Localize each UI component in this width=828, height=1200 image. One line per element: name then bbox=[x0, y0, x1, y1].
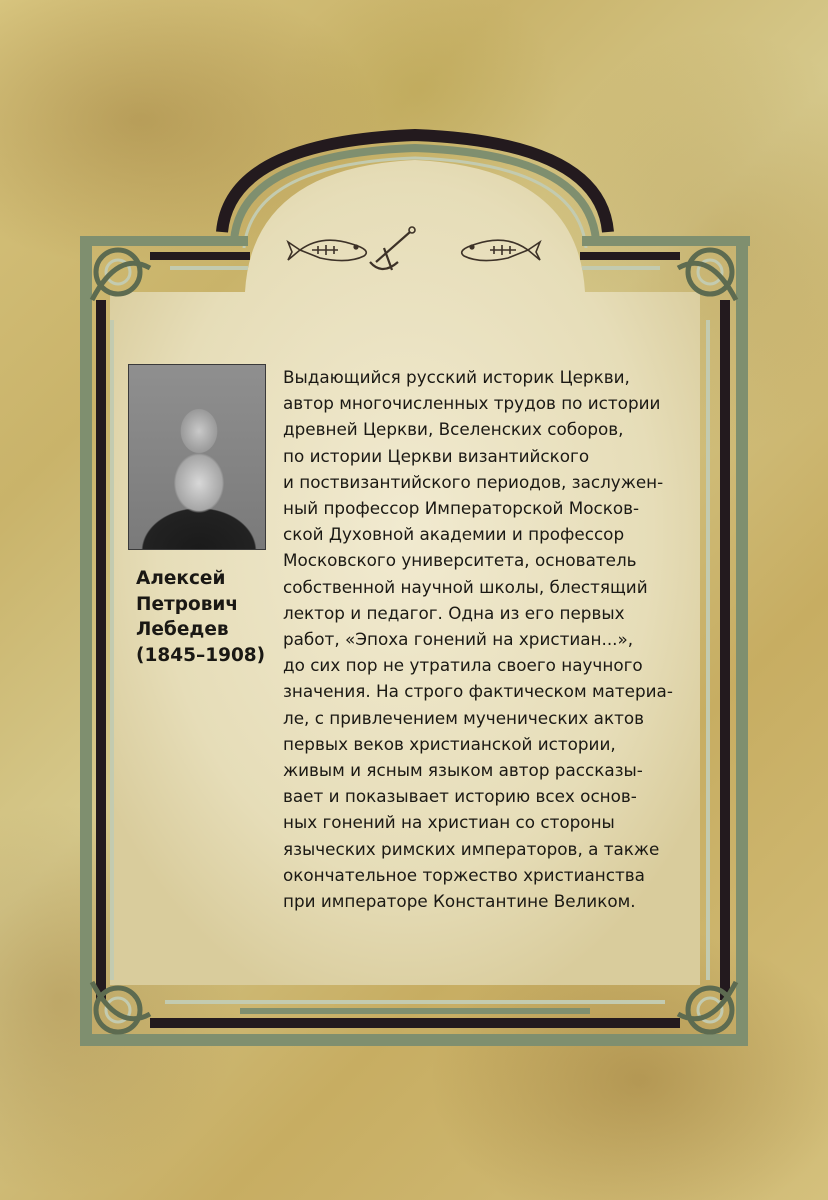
description-line: и поствизантийского периодов, заслужен- bbox=[283, 471, 664, 492]
description-line: автор многочисленных трудов по истории bbox=[283, 393, 661, 414]
description-line: первых веков христианской истории, bbox=[283, 733, 616, 754]
description-line: до сих пор не утратила своего научного bbox=[283, 655, 643, 676]
description-line: древней Церкви, Вселенских соборов, bbox=[283, 419, 624, 440]
author-surname: Лебедев bbox=[136, 619, 229, 640]
description-line: языческих римских императоров, а также bbox=[283, 838, 660, 859]
description-line: Московского университета, основатель bbox=[283, 550, 637, 571]
description-line: ных гонений на христиан со стороны bbox=[283, 812, 615, 833]
author-first-name: Алексей bbox=[136, 568, 226, 589]
description-line: окончательное торжество христианства bbox=[283, 864, 645, 885]
description-line: лектор и педагог. Одна из его первых bbox=[283, 602, 625, 623]
author-name-block bbox=[136, 566, 276, 668]
description-line: ле, с привлечением мученических актов bbox=[283, 707, 645, 728]
description-line: живым и ясным языком автор рассказы- bbox=[283, 760, 643, 781]
author-patronymic: Петрович bbox=[136, 593, 239, 615]
author-years: (1845–1908) bbox=[136, 644, 266, 666]
author-portrait bbox=[128, 364, 266, 550]
description-line: Выдающийся русский историк Церкви, bbox=[283, 367, 630, 387]
description-line: ный профессор Императорской Москов- bbox=[283, 498, 640, 519]
description-line: вает и показывает историю всех основ- bbox=[283, 786, 637, 807]
description-line: по истории Церкви византийского bbox=[283, 445, 590, 466]
description-line: при императоре Константине Великом. bbox=[283, 891, 636, 912]
description-line: значения. На строго фактическом материа- bbox=[283, 681, 673, 702]
book-description bbox=[283, 364, 673, 914]
description-line: ской Духовной академии и профессор bbox=[283, 524, 625, 545]
description-line: работ, «Эпоха гонений на христиан...», bbox=[283, 629, 634, 650]
description-line: собственной научной школы, блестящий bbox=[283, 576, 648, 597]
